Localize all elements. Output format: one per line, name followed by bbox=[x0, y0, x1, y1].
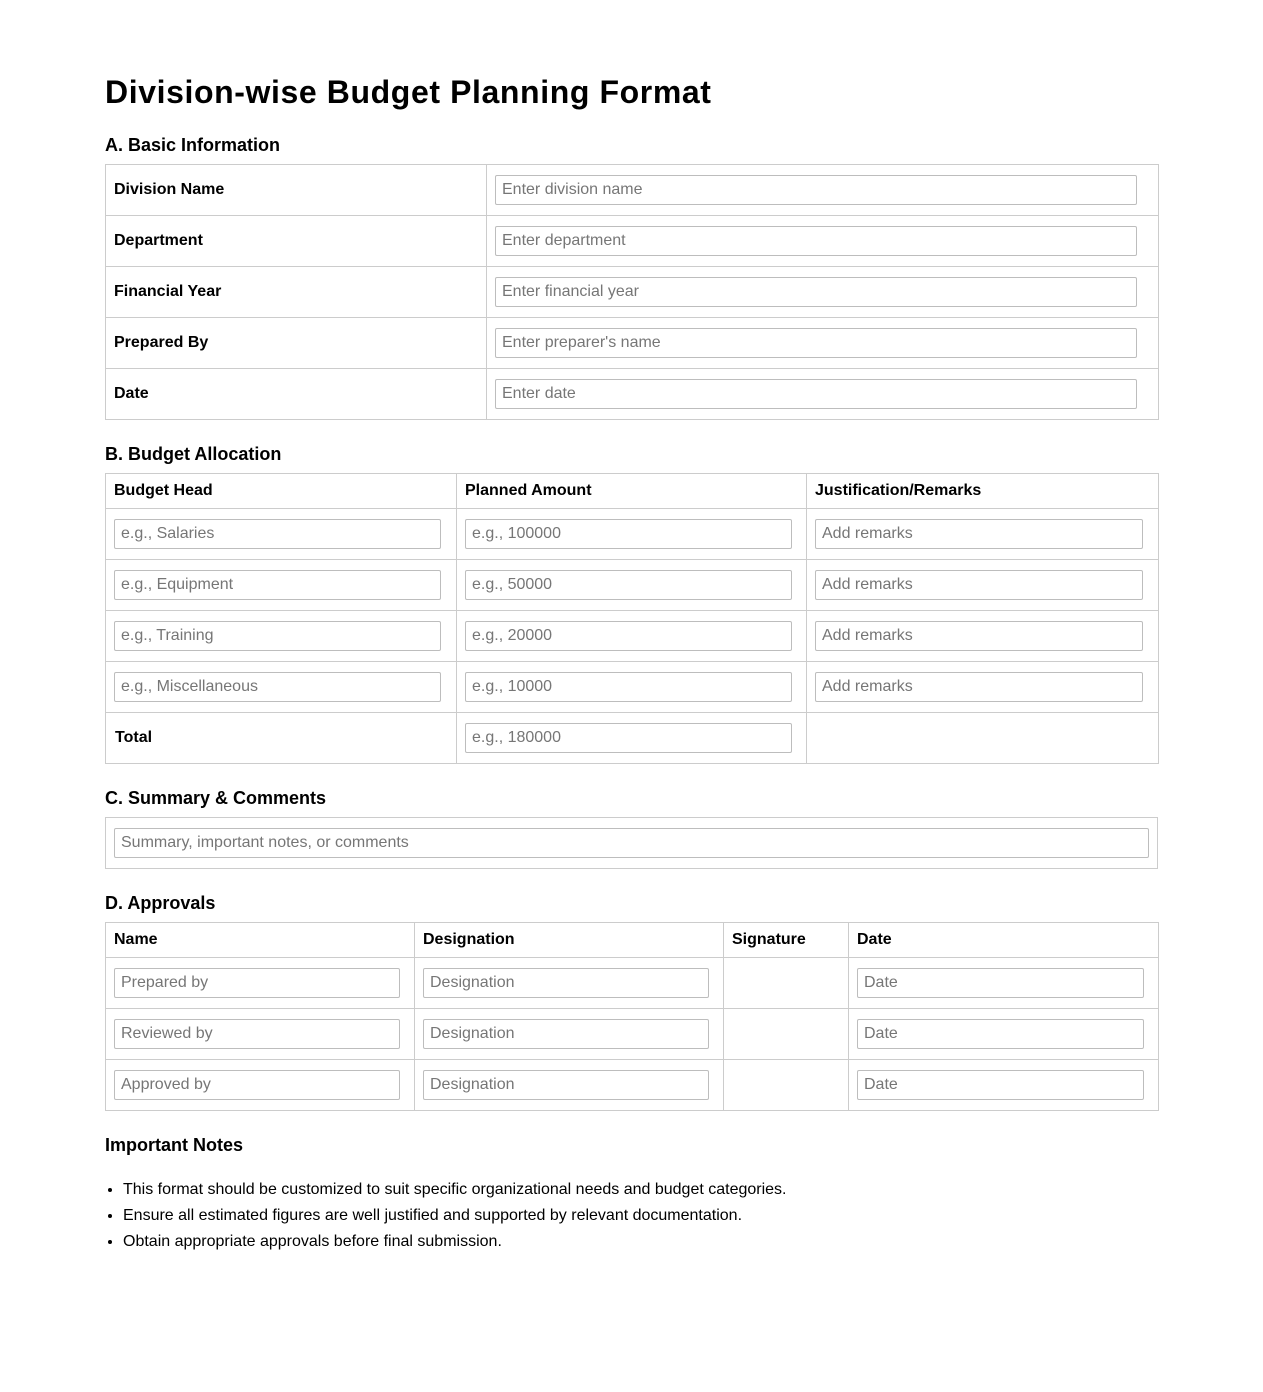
designation-input[interactable] bbox=[423, 1019, 709, 1049]
approvals-header-row bbox=[106, 923, 1159, 958]
signature-cell[interactable] bbox=[724, 1060, 849, 1111]
date-cell bbox=[487, 369, 1159, 420]
budget-head-cell bbox=[106, 560, 457, 611]
col-designation: Designation bbox=[415, 923, 724, 958]
designation-input[interactable] bbox=[423, 1070, 709, 1100]
col-date: Date bbox=[849, 923, 1159, 958]
budget-head-input[interactable] bbox=[114, 621, 441, 651]
approver-name-cell bbox=[106, 958, 415, 1009]
approvals-heading: D. Approvals bbox=[105, 893, 216, 913]
col-signature: Signature bbox=[724, 923, 849, 958]
summary-input[interactable] bbox=[114, 828, 1149, 858]
basic-info-heading: A. Basic Information bbox=[105, 135, 281, 155]
planned-amount-cell bbox=[457, 611, 807, 662]
budget-total-row bbox=[106, 713, 1159, 764]
signature-cell[interactable] bbox=[724, 958, 849, 1009]
budget-row bbox=[106, 509, 1159, 560]
total-label: Total bbox=[106, 713, 457, 764]
col-budget-head: Budget Head bbox=[106, 474, 457, 509]
budget-head-cell bbox=[106, 509, 457, 560]
total-amount-cell bbox=[457, 713, 807, 764]
budget-row bbox=[106, 662, 1159, 713]
division-name-label: Division Name bbox=[106, 165, 487, 216]
designation-cell bbox=[415, 1009, 724, 1060]
budget-head-input[interactable] bbox=[114, 570, 441, 600]
planned-amount-input[interactable] bbox=[465, 519, 792, 549]
planned-amount-cell bbox=[457, 509, 807, 560]
approval-row bbox=[106, 1060, 1159, 1111]
basic-info-table bbox=[105, 164, 1159, 420]
planned-amount-input[interactable] bbox=[465, 621, 792, 651]
designation-input[interactable] bbox=[423, 968, 709, 998]
remarks-cell bbox=[807, 662, 1159, 713]
financial-year-cell bbox=[487, 267, 1159, 318]
basic-info-row bbox=[106, 165, 1159, 216]
total-amount-input[interactable] bbox=[465, 723, 792, 753]
department-input[interactable] bbox=[495, 226, 1137, 256]
page-title: Division-wise Budget Planning Format bbox=[105, 74, 712, 110]
important-notes-heading: Important Notes bbox=[105, 1135, 244, 1155]
remarks-input[interactable] bbox=[815, 519, 1143, 549]
approver-name-cell bbox=[106, 1060, 415, 1111]
basic-info-row bbox=[106, 267, 1159, 318]
basic-info-row bbox=[106, 369, 1159, 420]
summary-row bbox=[106, 818, 1158, 869]
budget-allocation-table bbox=[105, 473, 1159, 764]
signature-cell[interactable] bbox=[724, 1009, 849, 1060]
designation-cell bbox=[415, 958, 724, 1009]
basic-info-row bbox=[106, 318, 1159, 369]
approval-date-input[interactable] bbox=[857, 1070, 1144, 1100]
approver-name-input[interactable] bbox=[114, 1019, 400, 1049]
approval-date-input[interactable] bbox=[857, 1019, 1144, 1049]
summary-cell bbox=[106, 818, 1158, 869]
division-name-cell bbox=[487, 165, 1159, 216]
remarks-cell bbox=[807, 509, 1159, 560]
col-justification-remarks: Justification/Remarks bbox=[807, 474, 1159, 509]
date-label: Date bbox=[106, 369, 487, 420]
list-item: • Obtain appropriate approvals before final submission. bbox=[123, 1229, 1123, 1255]
approver-name-input[interactable] bbox=[114, 1070, 400, 1100]
approval-date-cell bbox=[849, 1060, 1159, 1111]
approval-date-cell bbox=[849, 1009, 1159, 1060]
total-empty-cell bbox=[807, 713, 1159, 764]
budget-row bbox=[106, 611, 1159, 662]
basic-info-row bbox=[106, 216, 1159, 267]
approver-name-cell bbox=[106, 1009, 415, 1060]
budget-allocation-heading: B. Budget Allocation bbox=[105, 444, 282, 464]
prepared-by-cell bbox=[487, 318, 1159, 369]
list-item: • This format should be customized to suit specific organizational needs and budget categories. bbox=[123, 1177, 1123, 1203]
col-planned-amount: Planned Amount bbox=[457, 474, 807, 509]
planned-amount-cell bbox=[457, 662, 807, 713]
date-input[interactable] bbox=[495, 379, 1137, 409]
department-cell bbox=[487, 216, 1159, 267]
budget-head-cell bbox=[106, 611, 457, 662]
approval-row bbox=[106, 1009, 1159, 1060]
approval-row bbox=[106, 958, 1159, 1009]
division-name-input[interactable] bbox=[495, 175, 1137, 205]
remarks-cell bbox=[807, 560, 1159, 611]
department-label: Department bbox=[106, 216, 487, 267]
budget-header-row bbox=[106, 474, 1159, 509]
budget-head-input[interactable] bbox=[114, 519, 441, 549]
approvals-table bbox=[105, 922, 1159, 1111]
approval-date-input[interactable] bbox=[857, 968, 1144, 998]
col-name: Name bbox=[106, 923, 415, 958]
planned-amount-cell bbox=[457, 560, 807, 611]
financial-year-label: Financial Year bbox=[106, 267, 487, 318]
remarks-input[interactable] bbox=[815, 570, 1143, 600]
remarks-input[interactable] bbox=[815, 621, 1143, 651]
important-notes-list bbox=[105, 1177, 1123, 1255]
designation-cell bbox=[415, 1060, 724, 1111]
prepared-by-label: Prepared By bbox=[106, 318, 487, 369]
planned-amount-input[interactable] bbox=[465, 570, 792, 600]
approval-date-cell bbox=[849, 958, 1159, 1009]
planned-amount-input[interactable] bbox=[465, 672, 792, 702]
list-item: • Ensure all estimated figures are well justified and supported by relevant documentation. bbox=[123, 1203, 1123, 1229]
budget-head-cell bbox=[106, 662, 457, 713]
remarks-cell bbox=[807, 611, 1159, 662]
prepared-by-input[interactable] bbox=[495, 328, 1137, 358]
summary-heading: C. Summary & Comments bbox=[105, 788, 327, 808]
approver-name-input[interactable] bbox=[114, 968, 400, 998]
financial-year-input[interactable] bbox=[495, 277, 1137, 307]
remarks-input[interactable] bbox=[815, 672, 1143, 702]
budget-head-input[interactable] bbox=[114, 672, 441, 702]
budget-row bbox=[106, 560, 1159, 611]
summary-table bbox=[105, 817, 1158, 869]
